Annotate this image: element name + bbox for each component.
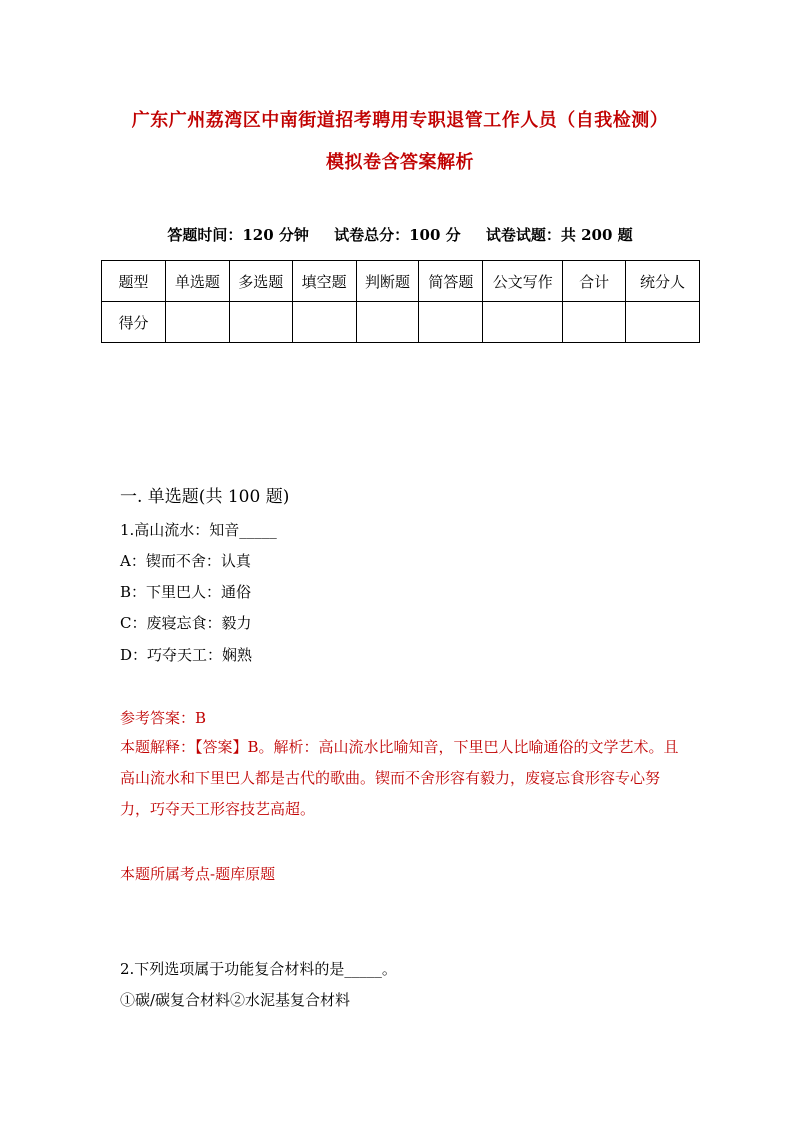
score-table-row — [102, 302, 700, 343]
score-cell — [483, 302, 563, 343]
score-table-header: 题型 — [102, 261, 166, 302]
exam-time: 答题时间：120 分钟 — [167, 226, 309, 244]
question-1-option-c: C：废寝忘食：毅力 — [120, 614, 252, 632]
score-table-header: 单选题 — [165, 261, 229, 302]
score-table-header-row — [102, 261, 700, 302]
score-cell — [229, 302, 292, 343]
exam-question-count: 试卷试题：共 200 题 — [485, 226, 633, 244]
score-table-header: 公文写作 — [483, 261, 563, 302]
question-1-answer: 参考答案：B — [120, 709, 207, 727]
score-row-label: 得分 — [102, 302, 166, 343]
question-2-items: ①碳/碳复合材料②水泥基复合材料 — [120, 991, 351, 1009]
score-table-header: 判断题 — [356, 261, 419, 302]
exam-total-score: 试卷总分：100 分 — [334, 226, 461, 244]
score-table-header: 填空题 — [292, 261, 356, 302]
score-table-header: 简答题 — [419, 261, 483, 302]
question-1-option-b: B：下里巴人：通俗 — [120, 583, 252, 601]
score-cell — [563, 302, 626, 343]
question-1-stem: 1.高山流水：知音_____ — [120, 521, 277, 539]
score-cell — [626, 302, 700, 343]
question-2-stem: 2.下列选项属于功能复合材料的是_____。 — [120, 960, 397, 978]
document-subtitle: 模拟卷含答案解析 — [326, 152, 474, 173]
score-table — [101, 260, 700, 343]
score-cell — [292, 302, 356, 343]
score-table-header: 统分人 — [626, 261, 700, 302]
score-table-header: 多选题 — [229, 261, 292, 302]
question-1-option-a: A：锲而不舍：认真 — [120, 552, 251, 570]
score-cell — [165, 302, 229, 343]
score-cell — [419, 302, 483, 343]
question-1-explanation: 本题解释：【答案】B。解析：高山流水比喻知音，下里巴人比喻通俗的文学艺术。且高山流水和下里巴人都是古代的歌曲。锲而不舍形容有毅力，废寝忘食形容专心努力，巧夺天工形容技艺高超。 — [120, 738, 679, 818]
question-1-source: 本题所属考点-题库原题 — [120, 865, 276, 883]
document-title: 广东广州荔湾区中南街道招考聘用专职退管工作人员（自我检测） — [131, 110, 669, 131]
score-cell — [356, 302, 419, 343]
question-1-option-d: D：巧夺天工：娴熟 — [120, 646, 253, 664]
exam-meta — [0, 224, 800, 245]
section-title: 一. 单选题(共 100 题) — [120, 487, 290, 507]
score-table-header: 合计 — [563, 261, 626, 302]
